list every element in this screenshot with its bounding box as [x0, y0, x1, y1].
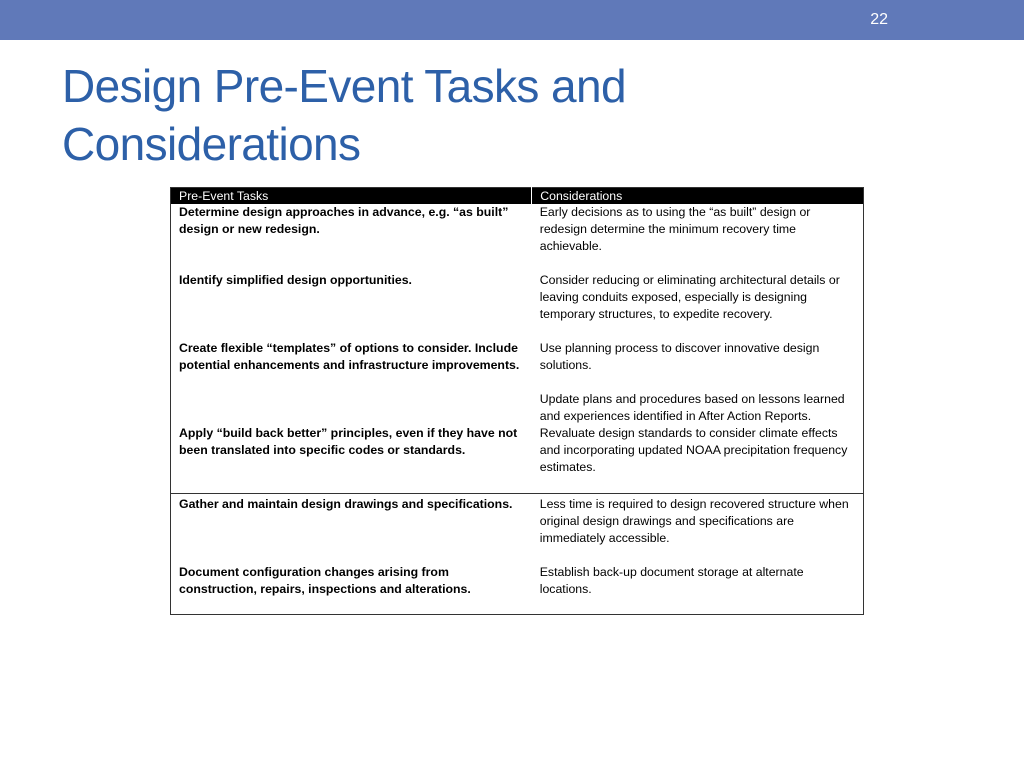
header-considerations: Considerations [532, 188, 864, 205]
spacer-row [171, 323, 864, 340]
table-header-row [171, 188, 864, 205]
task-text: Apply “build back better” principles, even if they have not been translated into specific codes or standards. [179, 426, 518, 457]
slide-title-line-2: Considerations [62, 118, 361, 170]
consideration-cell [532, 564, 864, 615]
task-cell [171, 340, 532, 425]
paragraph-gap [540, 374, 855, 391]
task-cell [171, 425, 532, 494]
table-row [171, 564, 864, 615]
task-cell [171, 272, 532, 323]
task-cell [171, 494, 532, 548]
consideration-text: Consider reducing or eliminating architectural details or leaving conduits exposed, especially is designing temporary structures, to expedite recovery. [539, 273, 840, 321]
consideration-extra-text: Update plans and procedures based on lessons learned and experiences identified in After Action Reports. [539, 392, 845, 423]
table-row [171, 204, 864, 255]
spacer-row [171, 255, 864, 272]
slide-title-line-1: Design Pre-Event Tasks and [62, 60, 626, 112]
tasks-table [170, 187, 864, 615]
consideration-text: Revaluate design standards to consider climate effects and incorporating updated NOAA precipitation frequency estimates. [539, 426, 848, 474]
task-cell [171, 204, 532, 255]
consideration-cell [532, 272, 864, 323]
task-text: Create flexible “templates” of options to consider. Include potential enhancements and infrastructure improvements. [179, 341, 520, 372]
table-row [171, 494, 864, 548]
consideration-cell [532, 494, 864, 548]
consideration-text: Less time is required to design recovered structure when original design drawings and specifications are immediately accessible. [539, 497, 849, 545]
task-text: Determine design approaches in advance, e.g. “as built” design or new redesign. [179, 205, 509, 236]
table-row [171, 340, 864, 425]
header-pre-event-tasks: Pre-Event Tasks [171, 188, 532, 205]
slide-number: 22 [870, 11, 888, 28]
spacer-row [171, 547, 864, 564]
task-cell [171, 564, 532, 615]
consideration-text: Early decisions as to using the “as built” design or redesign determine the minimum recovery time achievable. [539, 205, 811, 253]
consideration-cell [532, 425, 864, 494]
header-bar [0, 0, 1024, 40]
consideration-cell [532, 340, 864, 425]
table-row [171, 425, 864, 494]
task-text: Document configuration changes arising from construction, repairs, inspections and alterations. [179, 565, 471, 596]
task-text: Identify simplified design opportunities. [179, 273, 412, 287]
slide-title [62, 57, 822, 173]
consideration-text: Use planning process to discover innovative design solutions. [539, 341, 820, 372]
consideration-text: Establish back-up document storage at alternate locations. [539, 565, 804, 596]
table-row [171, 272, 864, 323]
consideration-cell [532, 204, 864, 255]
task-text: Gather and maintain design drawings and specifications. [179, 497, 513, 511]
